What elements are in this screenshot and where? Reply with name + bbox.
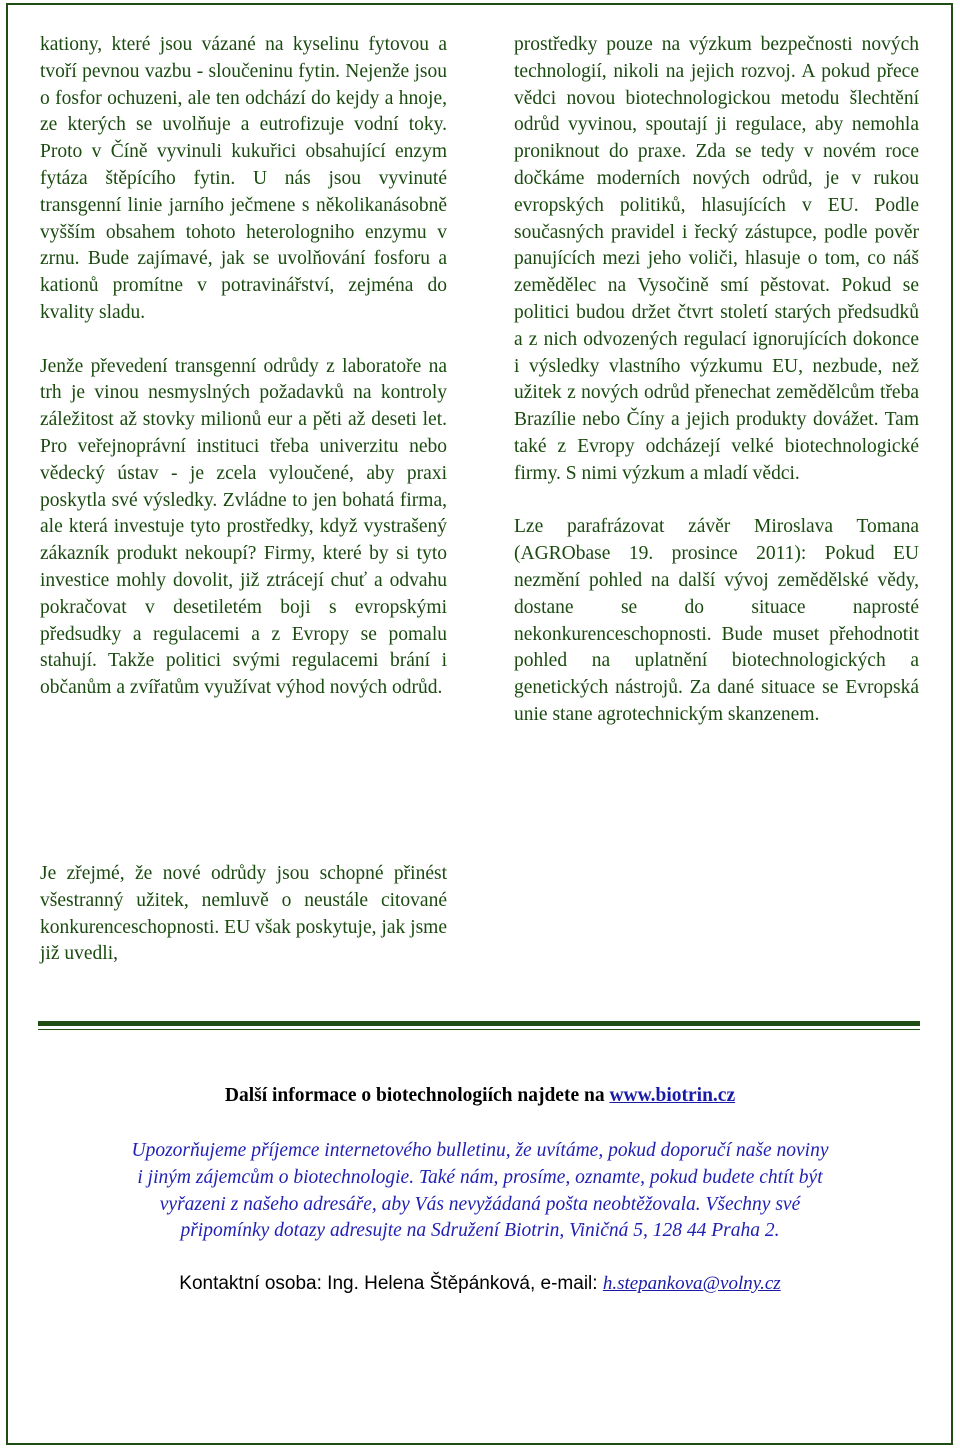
left-column-continued	[40, 861, 447, 968]
contact-line	[40, 1273, 920, 1295]
right-paragraph-1: prostředky pouze na výzkum bezpečnosti nových technologií, nikoli na jejich rozvoj. A pokud přece vědci novou biotechnologickou metodu šlechtění odrůd vyvinou, spoutají ji regulace, aby nemohla proniknout do praxe. Zda se tedy v novém roce dočkáme moderních nových odrůd, je v rukou evropských politiků, hlasujících v EU. Podle současných pravidel i řecký zástupce, podle pověr panujících mezi jeho voliči, hlasuje o tom, co náš zemědělec na Vysočině smí pěstovat. Pokud se politici budou držet čtvrt století starých předsudků a z nich odvozených regulací ignorujících dokonce i výsledky vlastního výzkumu EU, nezbude, než užitek z nových odrůd přenechat zemědělcům třeba Brazílie nebo Číny a jejich produkty dovážet. Tam také z Evropy odcházejí velké biotechnologické firmy. S nimi výzkum a mladí vědci.	[514, 34, 919, 484]
right-paragraph-2: Lze parafrázovat závěr Miroslava Tomana (AGRObase 19. prosince 2011): Pokud EU nezmění pohled na další vývoj zemědělské vědy, dostane se do situace naprosté nekonkurenceschopnosti. Bude muset přehodnotit pohled na uplatnění biotechnologických a genetických nástrojů. Za dané situace se Evropská unie stane agrotechnickým skanzenem.	[514, 516, 919, 725]
more-info-line	[40, 1085, 920, 1107]
footer-divider-thin	[38, 1029, 920, 1030]
notice-line: i jiným zájemcům o biotechnologie. Také nám, prosíme, oznamte, pokud budete chtít být	[137, 1166, 823, 1188]
notice-line: vyřazeni z našeho adresáře, aby Vás nevyžádaná pošta neobtěžovala. Všechny své	[159, 1193, 801, 1215]
notice-line: Upozorňujeme příjemce internetového bulletinu, že uvítáme, pokud doporučí naše noviny	[131, 1140, 829, 1161]
left-paragraph-3: Je zřejmé, že nové odrůdy jsou schopné přinést všestranný užitek, nemluvě o neustále citované konkurenceschopnosti. EU však poskytuje, jak jsme již uvedli,	[40, 863, 447, 965]
biotrin-link[interactable]: www.biotrin.cz	[609, 1085, 736, 1106]
left-column	[40, 32, 447, 702]
footer-divider-thick	[38, 1021, 920, 1026]
more-info-text: Další informace o biotechnologiích najdete na	[224, 1085, 610, 1106]
contact-email-link[interactable]: h.stepankova@volny.cz	[602, 1273, 781, 1294]
subscriber-notice	[48, 1138, 912, 1245]
left-paragraph-2: Jenže převedení transgenní odrůdy z laboratoře na trh je vinou nesmyslných požadavků na kontroly záležitost až stovky milionů eur a pěti až deseti let. Pro veřejnoprávní instituci třeba univerzitu nebo vědecký ústav - je zcela vyloučené, aby praxi poskytla své výsledky. Zvládne to jen bohatá firma, ale která investuje tyto prostředky, když vystrašený zákazník produkt nekoupí? Firmy, které by si tyto investice mohly dovolit, již ztrácejí chuť a odvahu pokračovat v desetiletém boji s evropskými předsudky a regulacemi a z Evropy se pomalu stahují. Takže politici svými regulacemi brání i občanům a zvířatům využívat výhod nových odrůd.	[40, 355, 447, 699]
notice-line: připomínky dotazy adresujte na Sdružení Biotrin, Viničná 5, 128 44 Praha 2.	[180, 1220, 780, 1242]
contact-text: Kontaktní osoba: Ing. Helena Štěpánková, e-mail:	[179, 1273, 603, 1294]
right-column	[514, 32, 919, 729]
left-paragraph-1: kationy, které jsou vázané na kyselinu fytovou a tvoří pevnou vazbu - sloučeninu fytin. Nejenže jsou o fosfor ochuzeni, ale ten odchází do kejdy a hnoje, ze kterých se uvolňuje a eutrofizuje vodní toky. Proto v Číně vyvinuli kukuřici obsahující enzym fytáza štěpícího fytin. U nás jsou vyvinuté transgenní linie jarního ječmene s několikanásobně vyšším obsahem tohoto heterologniho enzymu v zrnu. Bude zajímavé, jak se uvolňování fosforu a kationů promítne v potravinářství, zejména do kvality sladu.	[40, 34, 447, 323]
